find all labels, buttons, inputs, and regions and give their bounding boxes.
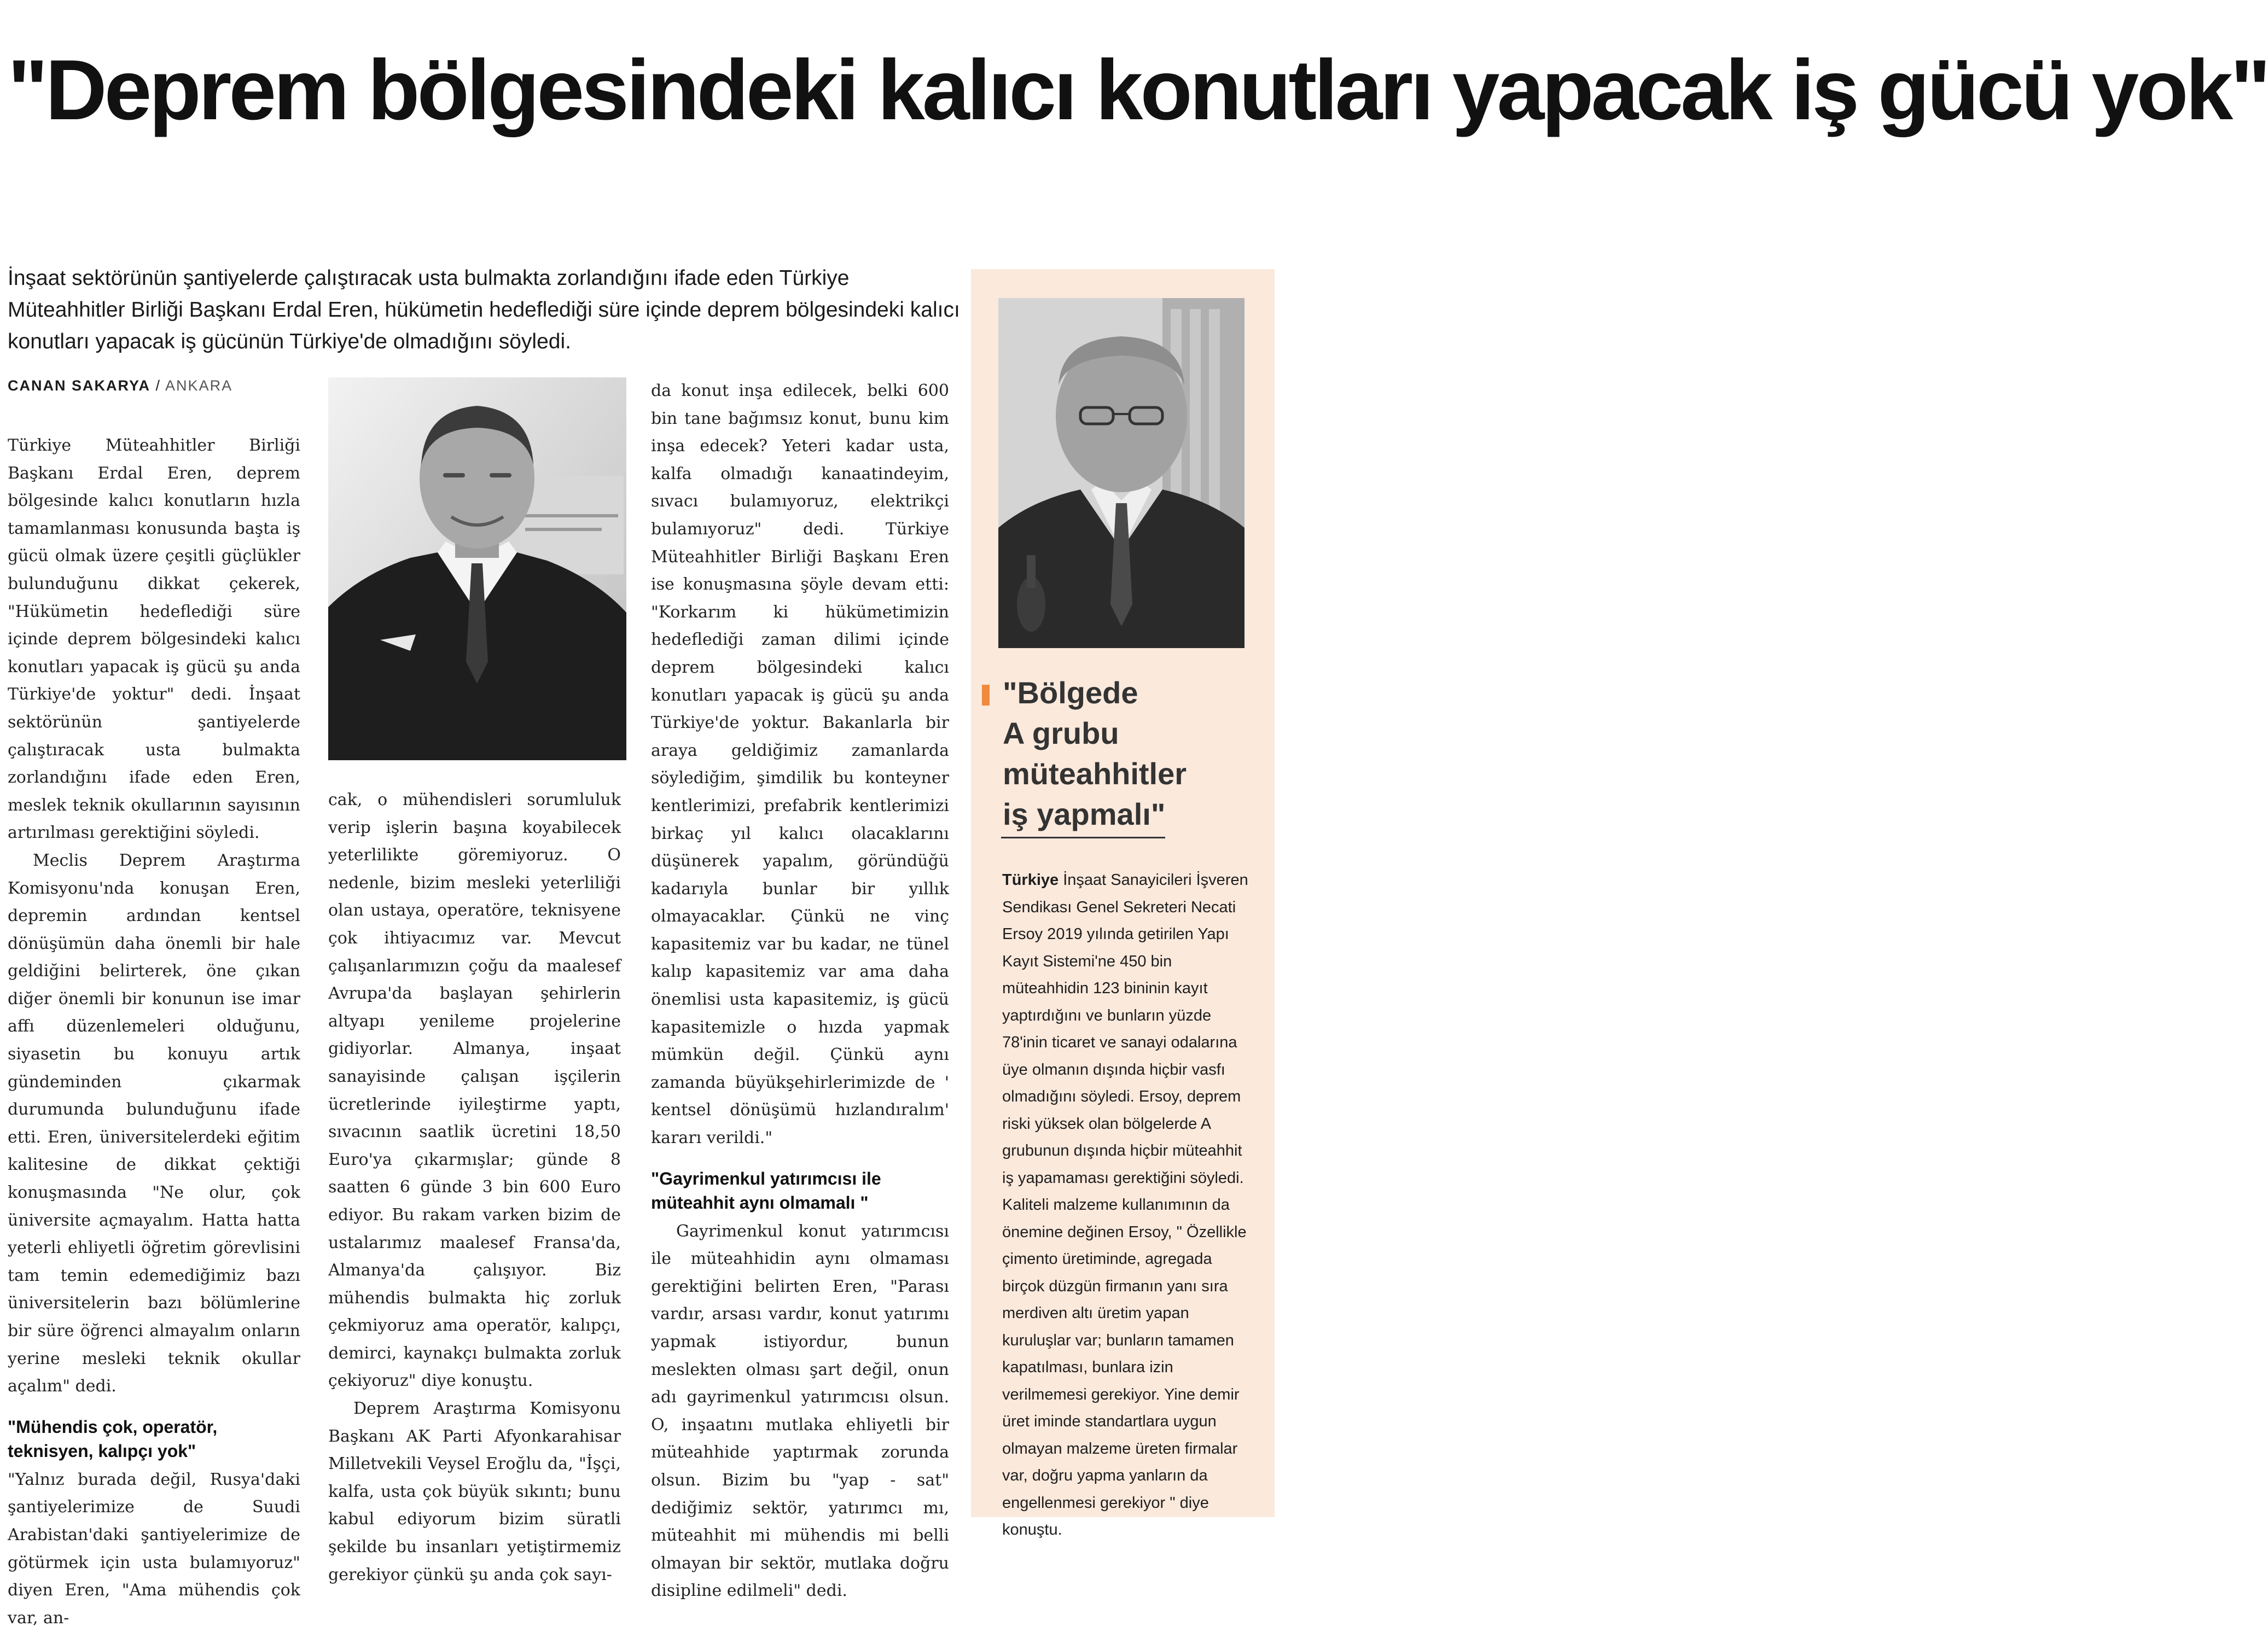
col3-subheading: "Gayrimenkul yatırımcısı ile müteahhit aynı olmamalı " [651,1168,881,1213]
portrait-photo-erdal-eren [328,377,626,760]
portrait-photo-illustration [328,377,626,760]
col1-paragraph-1: Türkiye Müteahhitler Birliği Başkanı Erdal Eren, deprem bölgesinde kalıcı konutların hızla tamamlanması konusunda başta iş gücü olmak üzere çeşitli güçlükler bulunduğunu dikkat çekerek, "Hükümetin hedeflediği süre içinde deprem bölgesindeki kalıcı konutları yapacak iş gücü şu anda Türkiye'de yoktur" dedi. İnşaat sektörünün şantiyelerde çalıştıracak usta bulmakta zorlandığını ifade eden Eren, meslek teknik okullarının sayısının artırılması gerektiğini söyledi. [8,436,300,843]
sidebar-divider [1001,837,1165,838]
sidebar-body-text: İnşaat Sanayicileri İşveren Sendikası Genel Sekreteri Necati Ersoy 2019 yılında getirilen Yapı Kayıt Sistemi'ne 450 bin müteahhidin 123 bininin kayıt yaptırdığını ve bunların yüzde 78'inin ticaret ve sanayi odalarına üye olmanın dışında hiçbir vasfı olmadığını söyledi. Ersoy, deprem riski yüksek olan bölgelerde A grubunun dışında hiçbir müteahhit iş yapamaması gerektiğini söyledi. Kaliteli malzeme kullanımının da önemine değinen Ersoy, " Özellikle çimento üretiminde, agregada birçok düzgün firmanın yanı sıra merdiven altı üretim yapan kuruluşlar var; bunların tamamen kapatılması, bunlara izin verilmemesi gerekiyor. Yine demir üret iminde standartlara uygun olmayan malzeme üreten firmalar var, doğru yapma yanların da engellenmesi gerekiyor " diye konuştu. [1002,871,1248,1538]
byline-author: CANAN SAKARYA [8,377,151,394]
col2-paragraph-1: cak, o mühendisleri sorumluluk verip işlerin başına koyabilecek yeterlilikte göremiyoruz. O nedenle, bizim mesleki yeterliliği olan ustaya, operatöre, teknisyene çok ihtiyacımız var. Mevcut çalışanlarımızın çoğu da maalesef Avrupa'da başlayan şehirlerin altyapı yenileme projelerine gidiyorlar. Almanya, inşaat sanayisinde çalışan işçilerin ücretlerinde iyileştirme yaptı, sıvacının saatlik ücretini 18,50 Euro'ya çıkarmışlar; günde 8 saatten 6 günde 3 bin 600 Euro ediyor. Bu rakam varken bizim de ustalarımız maalesef Fransa'da, Almanya'da çalışıyor. Biz mühendis bulmakta hiç zorluk çekmiyoruz ama operatör, kalıpçı, demirci, kaynakçı bulmakta zorluk çekiyoruz" diye konuştu. [328,790,621,1391]
byline [8,377,232,394]
col3-paragraph-2: Gayrimenkul konut yatırımcısı ile müteahhidin aynı olmaması gerektiğini belirten Eren, "Parası vardır, arsası vardır, konut yatırımı yapmak istiyordur, bunun meslekten olması şart değil, onun adı gayrimenkul yatırımcısı olsun. O, inşaatını mutlaka ehliyetli bir müteahhide yaptırmak zorunda olsun. Bizim bu "yap - sat" dediğimiz sektör, yatırımcı mı, müteahhit mi mühendis mi belli olmayan bir sektör, mutlaka doğru disipline edilmeli" dedi. [651,1221,949,1601]
sidebar-lead-word: Türkiye [1002,871,1059,889]
headline-text: "Deprem bölgesindeki kalıcı konutları yapacak iş gücü yok" [8,43,2268,138]
pull-quote-accent-bar [982,685,990,706]
article-column-2 [328,786,621,1589]
portrait-photo-necati-ersoy [998,298,1245,648]
col1-paragraph-3: "Yalnız burada değil, Rusya'daki şantiyelerimize de Suudi Arabistan'daki şantiyelerimize de götürmek için usta bulamıyoruz" diyen Eren, "Ama mühendis çok var, an- [8,1470,300,1628]
col1-paragraph-2: Meclis Deprem Araştırma Komisyonu'nda konuşan Eren, depremin ardından kentsel dönüşümün daha önemli bir hale geldiğini belirterek, öne çıkan diğer önemli bir konunun ise imar affı düzenlemeleri olduğunu, siyasetin bu konuyu artık gündeminden çıkarmak durumunda bulunduğunu ifade etti. Eren, üniversitelerdeki eğitim kalitesine de dikkat çektiği konuşmasında "Ne olur, çok üniversite açmayalım. Hatta hatta yeterli ehliyetli öğretim görevlisini tam temin edemediğimiz bazı üniversitelerin bazı bölümlerine bir süre öğrenci almayalım onların yerine mesleki teknik okullar açalım" dedi. [8,850,300,1396]
col1-subheading: "Mühendis çok, operatör, teknisyen, kalıpçı yok" [8,1417,218,1461]
byline-city: ANKARA [165,377,233,394]
headline [8,33,2268,148]
sidebar-pull-quote [982,673,1239,835]
article-column-1 [8,432,300,1632]
sidebar-quote-text: "Bölgede A grubu müteahhitler iş yapmalı" [1003,675,1187,831]
col2-paragraph-2: Deprem Araştırma Komisyonu Başkanı AK Parti Afyonkarahisar Milletvekili Veysel Eroğlu da, "İşçi, kalfa, usta çok büyük sıkıntı; bunu kabul ediyorum bizim süratli şekilde bu insanları yetiştirmemiz gerekiyor çünkü şu anda çok sayı- [328,1399,621,1584]
sidebar-photo-illustration [998,298,1245,648]
lead-paragraph: İnşaat sektörünün şantiyelerde çalıştıracak usta bulmakta zorlandığını ifade eden Türkiye Müteahhitler Birliği Başkanı Erdal Eren, hükümetin hedeflediği süre içinde deprem bölgesindeki kalıcı konutları yapacak iş gücünün Türkiye'de olmadığını söyledi. [8,266,960,353]
byline-separator: / [150,377,166,394]
article-column-3 [651,377,949,1605]
col3-paragraph-1: da konut inşa edilecek, belki 600 bin tane bağımsız konut, bunu kim inşa edecek? Yeteri kadar usta, kalfa olmadığı kanaatindeyim, sıvacı bulamıyoruz, elektrikçi bulamıyoruz" dedi. Türkiye Müteahhitler Birliği Başkanı Eren ise konuşmasına şöyle devam etti: "Korkarım ki hükümetimizin hedeflediği zaman dilimi içinde deprem bölgesindeki kalıcı konutları yapacak iş gücü şu anda Türkiye'de yoktur. Bakanlarla bir araya geldiğimiz zamanlarda söylediğim, şimdilik bu konteyner kentlerimizi, prefabrik kentlerimizi birkaç yıl kalıcı olacaklarını düşünerek yapalım, göründüğü kadarıyla bunlar bir yıllık olmayacaklar. Çünkü ne vinç kapasitemiz var bu kadar, ne tünel kalıp kapasitemiz var ama daha önemlisi usta kapasitemiz, iş gücü kapasitemizle o hızda yapmak mümkün değil. Çünkü aynı zamanda büyükşehirlerimizde de ' kentsel dönüşümü hızlandıralım' kararı verildi." [651,381,949,1148]
sidebar-body [1002,867,1254,1544]
